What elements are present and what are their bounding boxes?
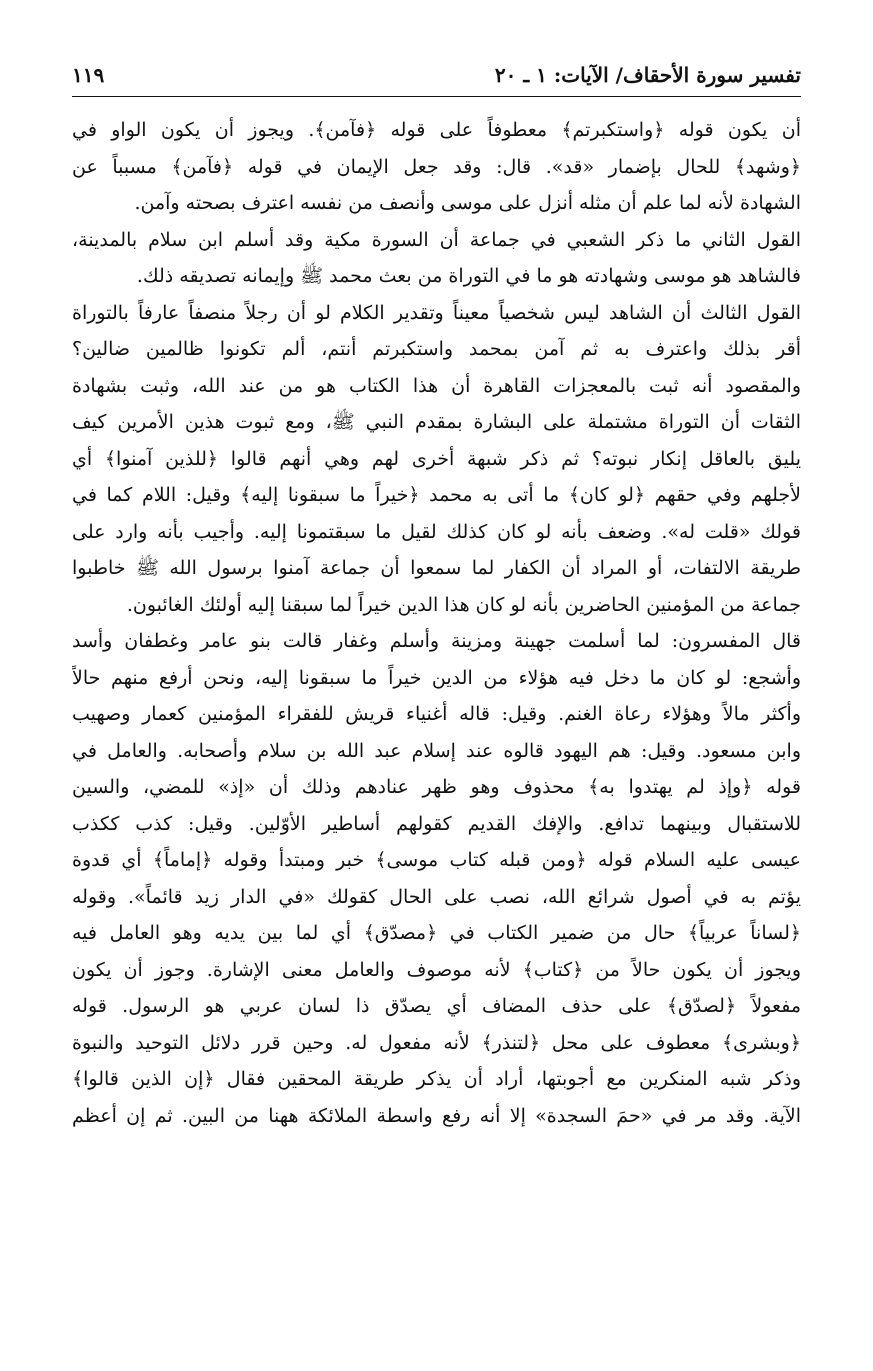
text-line: فالشاهد هو موسى وشهادته هو ما في التوراة من بعث محمد ﷺ وإيمانه تصديقه ذلك. <box>136 265 801 287</box>
text-line: ويجوز أن يكون حالاً من ﴿كتاب﴾ لأنه موصوف والعامل معنى الإشارة. وجوز أن يكون <box>72 958 801 981</box>
text-line: ﴿لساناً عربياً﴾ حال من ضمير الكتاب في ﴿مصدّق﴾ أي لما بين يديه وهو العامل فيه <box>72 922 801 944</box>
text-line: طريقة الالتفات، أو المراد أن الكفار لما سمعوا أن جماعة آمنوا برسول الله ﷺ خاطبوا <box>72 557 801 579</box>
running-header <box>72 58 801 92</box>
text-line: جماعة من المؤمنين الحاضرين بأنه لو كان هذا الدين خيراً لما سبقنا إليه أولئك الغائبون. <box>126 593 801 616</box>
text-line: يؤتم به في أصول شرائع الله، نصب على الحال كقولك «في الدار زيد قائماً». وقوله <box>72 885 801 908</box>
text-line: ﴿وشهد﴾ للحال بإضمار «قد». قال: وقد جعل الإيمان في قوله ﴿فآمن﴾ مسبباً عن <box>72 155 801 178</box>
text-line: القول الثاني ما ذكر الشعبي في جماعة أن السورة مكية وقد أسلم ابن سلام بالمدينة، <box>72 228 801 251</box>
chapter-title: تفسير سورة الأحقاف/ الآيات: ١ ـ ٢٠ <box>494 63 801 87</box>
text-line: للاستقبال وبينهما تدافع. والإفك القديم كقولهم أساطير الأوّلين. وقيل: كذب ككذب <box>72 812 801 835</box>
text-line: الآية. وقد مر في «حمَ السجدة» إلا أنه رفع واسطة الملائكة ههنا من البين. ثم إن أعظم <box>72 1104 801 1127</box>
text-line: يليق بالعاقل إنكار نبوته؟ ثم ذكر شبهة أخرى لهم وهي أنهم قالوا ﴿للذين آمنوا﴾ أي <box>72 447 801 470</box>
text-line: الثقات أن التوراة مشتملة على البشارة بمقدم النبي ﷺ، ومع ثبوت هذين الأمرين كيف <box>72 411 801 433</box>
header-rule <box>72 96 801 97</box>
text-line: قال المفسرون: لما أسلمت جهينة ومزينة وأسلم وغفار قالت بنو عامر وغطفان وأسد <box>72 630 801 652</box>
text-line: لأجلهم وفي حقهم ﴿لو كان﴾ ما أتى به محمد ﴿خيراً ما سبقونا إليه﴾ وقيل: اللام كما في <box>72 484 801 506</box>
text-line: قوله ﴿وإذ لم يهتدوا به﴾ محذوف وهو ظهر عنادهم وذلك أن «إذ» للمضي، والسين <box>72 776 801 798</box>
text-line: وابن مسعود. وقيل: هم اليهود قالوه عند إسلام عبد الله بن سلام وأصحابه. والعامل في <box>72 739 801 762</box>
text-line: مفعولاً ﴿لصدّق﴾ على حذف المضاف أي يصدّق ذا لسان عربي هو الرسول. قوله <box>72 995 801 1017</box>
text-line: قولك «قلت له». وضعف بأنه لو كان كذلك لقيل ما سبقتمونا إليه. وأجيب بأنه وارد على <box>72 520 801 543</box>
page-body <box>72 112 801 1134</box>
text-line: أقر بذلك واعترف به ثم آمن بمحمد واستكبرتم أنتم، ألم تكونوا ظالمين ضالين؟ <box>72 338 801 360</box>
text-line: ﴿وبشرى﴾ معطوف على محل ﴿لتنذر﴾ لأنه مفعول له. وحين قرر دلائل التوحيد والنبوة <box>72 1031 801 1054</box>
text-line: القول الثالث أن الشاهد ليس شخصياً معيناً وتقدير الكلام لو أن رجلاً منصفاً عارفاً بالتوراة <box>72 301 801 324</box>
text-line: وأشجع: لو كان ما دخل فيه هؤلاء من الدين خيراً ما سبقونا إليه، ونحن أرفع منهم حالاً <box>72 666 801 689</box>
text-line: الشهادة لأنه لما علم أن مثله أنزل على موسى وأنصف من نفسه اعترف بصحته وآمن. <box>134 192 801 214</box>
text-line: وأكثر مالاً وهؤلاء رعاة الغنم. وقيل: قاله أغنياء قريش للفقراء المؤمنين كعمار وصهيب <box>72 703 801 725</box>
page-number: ١١٩ <box>72 63 105 87</box>
text-line: وذكر شبه المنكرين مع أجوبتها، أراد أن يذكر طريقة المحقين فقال ﴿إن الذين قالوا﴾ <box>72 1068 801 1090</box>
text-line: والمقصود أنه ثبت بالمعجزات القاهرة أن هذا الكتاب هو من عند الله، وثبت بشهادة <box>72 374 801 397</box>
text-line: أن يكون قوله ﴿واستكبرتم﴾ معطوفاً على قوله ﴿فآمن﴾. ويجوز أن يكون الواو في <box>72 119 801 141</box>
text-line: عيسى عليه السلام قوله ﴿ومن قبله كتاب موسى﴾ خبر ومبتدأ وقوله ﴿إماماً﴾ أي قدوة <box>72 849 801 871</box>
